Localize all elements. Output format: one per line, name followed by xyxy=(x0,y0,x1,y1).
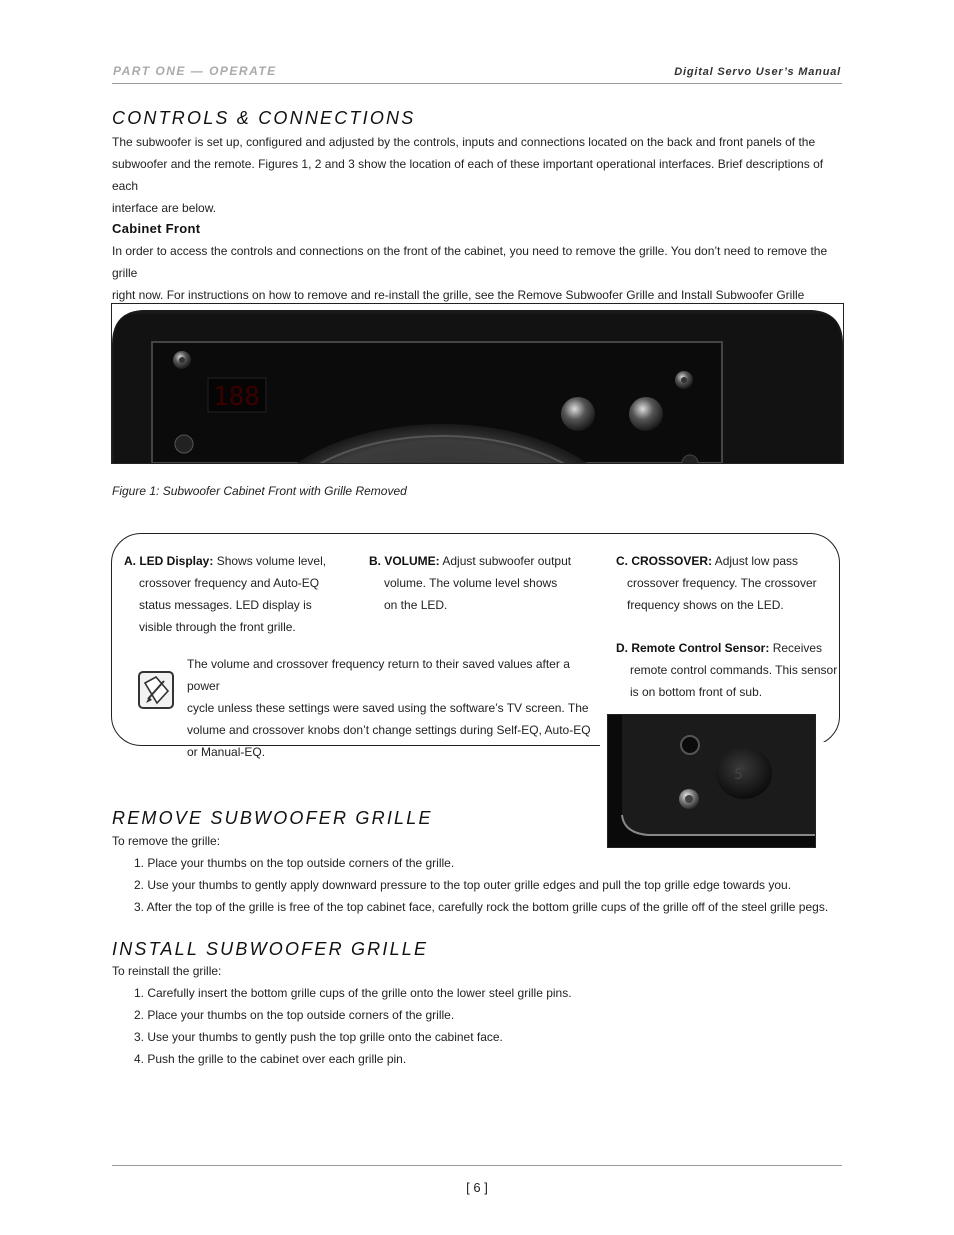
list-item: 3. Use your thumbs to gently push the top grille onto the cabinet face. xyxy=(134,1030,503,1044)
list-item: 2. Use your thumbs to gently apply downward pressure to the top outer grille edges and pull the top grille edge towards you. xyxy=(134,878,792,892)
callout-item-d-remote-sensor: D. Remote Control Sensor: Receives remote control commands. This sensor is on bottom front of sub. xyxy=(616,641,838,699)
list-item: 2. Place your thumbs on the top outside corners of the grille. xyxy=(134,1008,455,1022)
section-title-install-grille: INSTALL SUBWOOFER GRILLE xyxy=(112,939,429,959)
page-number: [ 6 ] xyxy=(466,1180,488,1195)
callout-note-text: The volume and crossover frequency return to their saved values after a power cycle unless these settings were saved using the software’s TV screen. The volume and crossover knobs don’t change settings during Self-EQ, Auto-EQ or Manual-EQ. xyxy=(187,657,591,759)
subheading-cabinet-front: Cabinet Front xyxy=(112,221,201,236)
section-title-remove-grille: REMOVE SUBWOOFER GRILLE xyxy=(112,808,433,828)
svg-text:5: 5 xyxy=(734,767,743,783)
list-item: 3. After the top of the grille is free of the top cabinet face, carefully rock the bottom grille cups of the grille off of the steel grille pegs. xyxy=(134,900,829,914)
running-header-section: PART ONE — OPERATE xyxy=(113,64,277,78)
figure-1-cabinet-front-photo xyxy=(111,303,844,464)
install-steps-list xyxy=(134,982,572,1070)
install-intro: To reinstall the grille: xyxy=(112,964,222,978)
list-item: 4. Push the grille to the cabinet over each grille pin. xyxy=(134,1052,407,1066)
footer-rule xyxy=(112,1165,842,1166)
led-display-digits: 188 xyxy=(213,382,260,412)
cabinet-front-text: In order to access the controls and connections on the front of the cabinet, you need to remove the grille. You don’t need to remove the grille right now. For instructions on how to remove and re-install the grille, see the Remove Subwoofer Grille and Install Subwoofer Grille xyxy=(112,244,828,302)
remove-steps-list xyxy=(134,852,828,918)
list-item: 1. Carefully insert the bottom grille cups of the grille onto the lower steel grille pins. xyxy=(134,986,572,1000)
note-pencil-icon xyxy=(136,669,176,711)
callout-item-a-led-display: A. LED Display: Shows volume level, crossover frequency and Auto-EQ status messages. LED display is visible through the front grille. xyxy=(124,554,327,634)
figure-1-caption: Figure 1: Subwoofer Cabinet Front with Grille Removed xyxy=(112,484,407,498)
remote-sensor-inset-photo xyxy=(607,714,816,848)
running-header-title: Digital Servo User’s Manual xyxy=(674,66,841,78)
controls-intro: The subwoofer is set up, configured and adjusted by the controls, inputs and connections located on the back and front panels of the subwoofer and the remote. Figures 1, 2 and 3 show the location of each of these important operational interfaces. Brief descriptions of each interface are below. xyxy=(112,135,824,215)
list-item: 1. Place your thumbs on the top outside corners of the grille. xyxy=(134,856,455,870)
callout-item-b-volume: B. VOLUME: Adjust subwoofer output volume. The volume level shows on the LED. xyxy=(369,554,572,612)
remove-intro: To remove the grille: xyxy=(112,834,221,848)
section-title-controls: CONTROLS & CONNECTIONS xyxy=(112,108,416,128)
callout-item-c-crossover: C. CROSSOVER: Adjust low pass crossover frequency. The crossover frequency shows on the LED. xyxy=(616,554,817,612)
header-rule xyxy=(112,83,842,84)
